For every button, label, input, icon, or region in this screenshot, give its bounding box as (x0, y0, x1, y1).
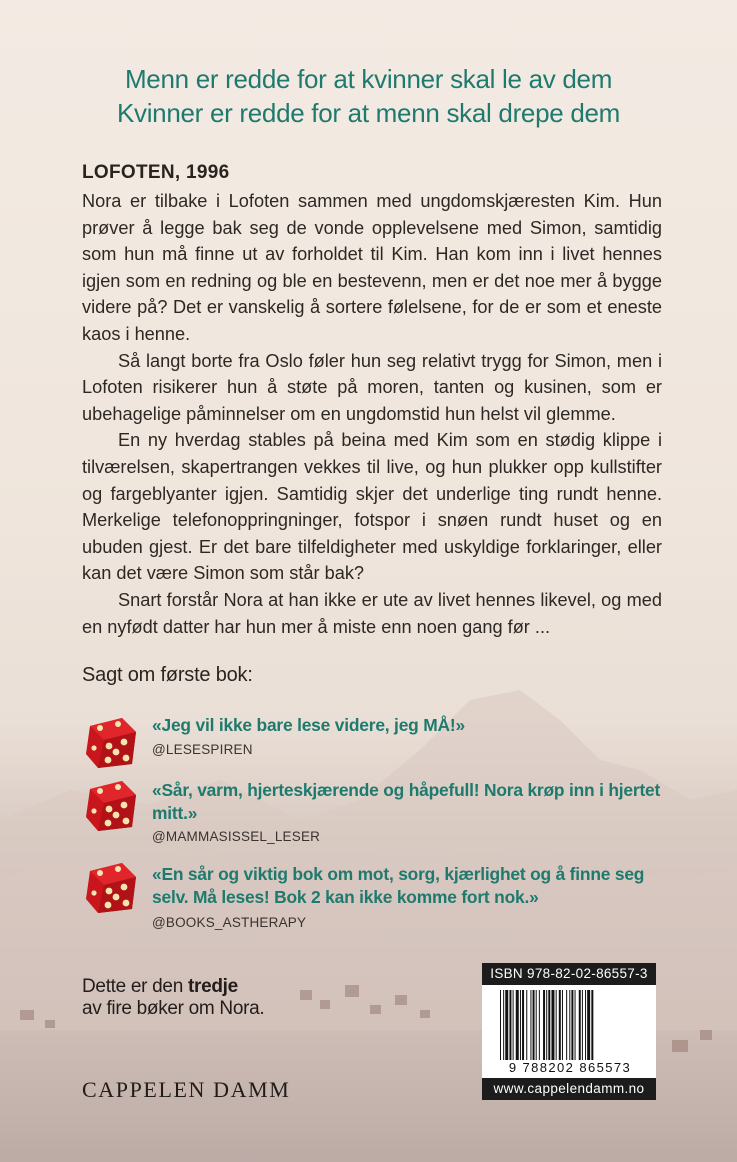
barcode-bar (539, 990, 540, 1060)
barcode-bar (522, 990, 524, 1060)
barcode-bar (571, 990, 573, 1060)
barcode-bar (575, 990, 576, 1060)
series-note (82, 976, 264, 1020)
barcode-bar (536, 990, 537, 1060)
barcode-bar (526, 990, 527, 1060)
barcode-bar (543, 990, 545, 1060)
blurb-paragraph: En ny hverdag stables på beina med Kim som en stødig klippe i tilværelsen, skapertrangen vekkes til live, og hun plukker opp kullstifter og fargeblyanter igjen. Samtidig skjer det underlige ting rundt henne. Merkelige telefonoppringninger, fotspor i snøen rundt huset og en ubuden gjest. Er det bare tilfeldigheter med uskyldige forklaringer, eller kan det være Simon som står bak? (82, 430, 662, 584)
publisher-logo: CAPPELEN DAMM (82, 1077, 291, 1102)
blurb-paragraph: Nora er tilbake i Lofoten sammen med ungdomskjæresten Kim. Hun prøver å legge bak seg de vonde opplevelsene med Simon, samtidig som hun må finne ut av forholdet til Kim. Han kom inn i livet hennes igjen som en redning og ble en bestevenn, men er det noe mer å bygge videre på? Det er vanskelig å sortere følelsene, for de er som et eneste kaos i henne. (82, 191, 662, 344)
review-item (82, 857, 662, 935)
series-note-text: Dette er den (82, 976, 188, 997)
review-source: @LESESPIREN (152, 742, 253, 757)
barcode-bar (500, 990, 501, 1060)
barcode-bar (566, 990, 567, 1060)
barcode-bar (513, 990, 514, 1060)
review-quote: «En sår og viktig bok om mot, sorg, kjærlighet og å finne seg selv. Må leses! Bok 2 kan ikke komme fort nok.» (152, 864, 645, 907)
barcode-bar (551, 990, 554, 1060)
barcode-bar (503, 990, 504, 1060)
barcode-bar (587, 990, 590, 1060)
barcode-bar (548, 990, 550, 1060)
barcode-bar (569, 990, 570, 1060)
review-quote: «Sår, varm, hjerteskjærende og håpefull! Nora krøp inn i hjertet mitt.» (152, 780, 661, 823)
review-item (82, 712, 662, 768)
barcode-bar (579, 990, 581, 1060)
publisher-website: www.cappelendamm.no (482, 1078, 656, 1100)
setting-heading: LOFOTEN, 1996 (82, 162, 230, 183)
barcode-bar (546, 990, 547, 1060)
barcode-bar (585, 990, 586, 1060)
barcode-bar (559, 990, 561, 1060)
barcode-bar (516, 990, 519, 1060)
barcode-bar (562, 990, 563, 1060)
review-source: @MAMMASISSEL_LESER (152, 829, 321, 844)
review-source: @BOOKS_ASTHERAPY (152, 915, 307, 930)
review-quote: «Jeg vil ikke bare lese videre, jeg MÅ!» (152, 715, 465, 735)
blurb-paragraph: Så langt borte fra Oslo føler hun seg relativt trygg for Simon, men i Lofoten risikerer hun å støte på moren, tanten og kusinen, som er ubehagelige påminnelser om en ungdomstid hun helst vil glemme. (82, 350, 662, 424)
barcode-digits: 9 788202 865573 (508, 1060, 632, 1075)
blurb-paragraph: Snart forstår Nora at han ikke er ute av livet hennes likevel, og med en nyfødt datter har hun mer å miste enn noen gang før ... (82, 589, 662, 637)
dice-five-icon (82, 775, 142, 835)
barcode-bar (509, 990, 511, 1060)
review-item (82, 775, 662, 845)
series-note-line2: av fire bøker om Nora. (82, 998, 265, 1019)
barcode-bar (556, 990, 557, 1060)
barcode-bar (530, 990, 531, 1060)
tagline-line-1: Menn er redde for at kvinner skal le av dem (124, 64, 613, 94)
barcode (498, 990, 652, 1062)
barcode-bar (591, 990, 593, 1060)
dice-five-icon (82, 857, 142, 917)
barcode-bar (533, 990, 535, 1060)
barcode-bar (505, 990, 508, 1060)
barcode-bar (582, 990, 583, 1060)
series-note-bold: tredje (187, 976, 238, 997)
blurb-text (82, 188, 662, 640)
reviews-heading: Sagt om første bok: (82, 664, 253, 686)
isbn-label: ISBN 978-82-02-86557-3 (482, 963, 656, 985)
barcode-bar (520, 990, 521, 1060)
tagline-line-2: Kvinner er redde for at menn skal drepe dem (116, 98, 621, 128)
dice-five-icon (82, 712, 142, 772)
